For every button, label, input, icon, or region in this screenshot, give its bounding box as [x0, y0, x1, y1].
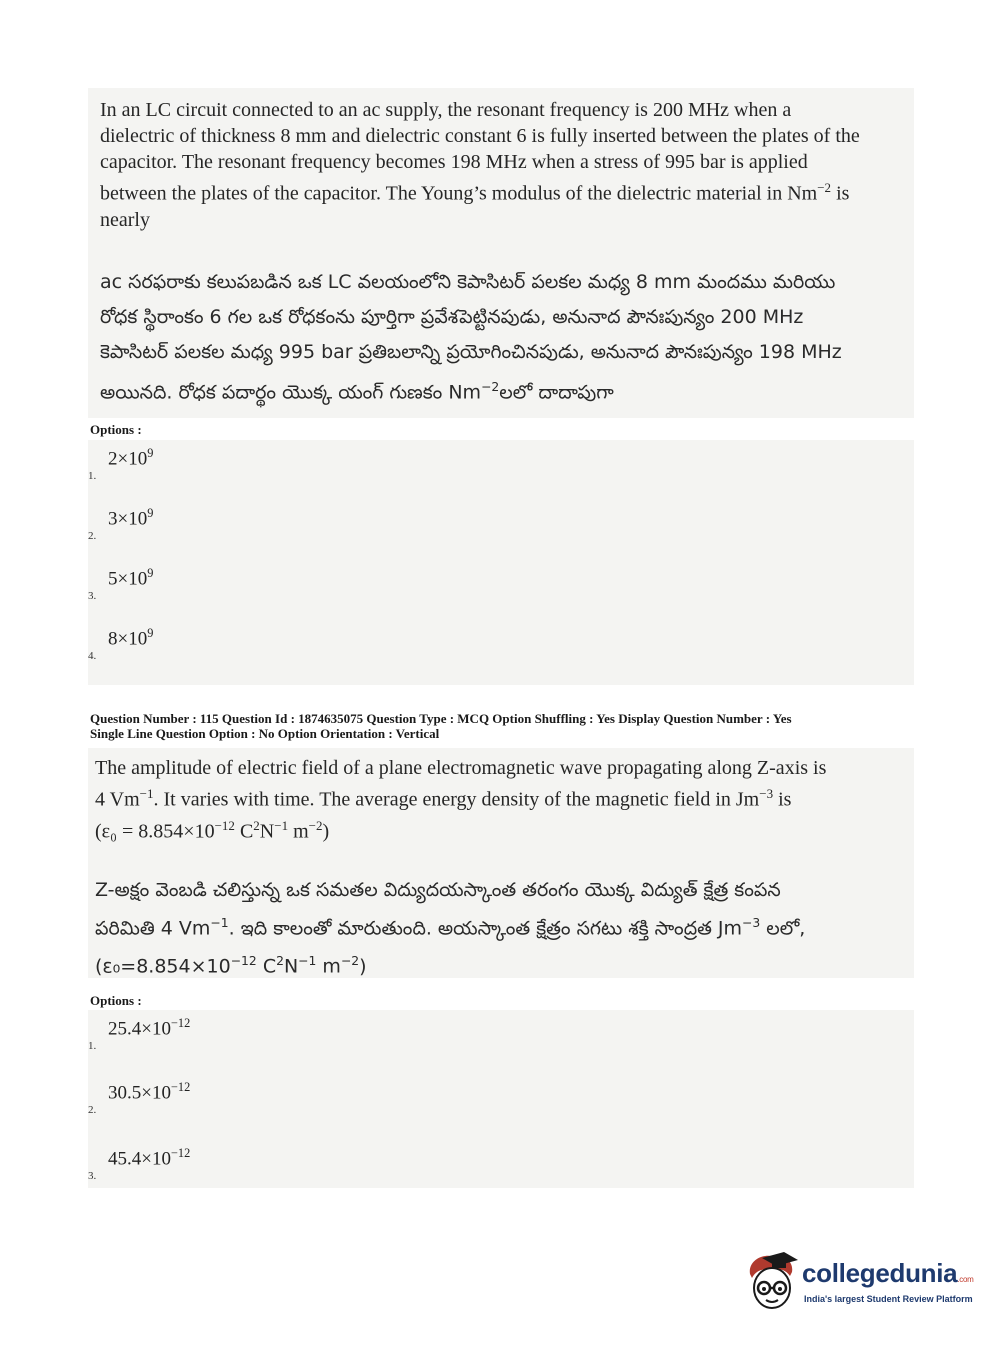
unit-exponent: −2 [481, 380, 500, 394]
question-meta-line-2: Single Line Question Option : No Option Orientation : Vertical [90, 726, 440, 741]
question-115-telugu-line-2: పరిమితి 4 $Vm^{-1}$. ఇది కాలంతో మారుతుంది. అయస్కాంత క్షేత్రం సగటు శక్తి సాంద్రత $Jm^{-3}$ లలో, [95, 916, 806, 940]
option-number: 2. [88, 1104, 97, 1116]
option-1[interactable] [88, 1016, 388, 1056]
option-number: 3. [88, 1170, 97, 1182]
question-115-telugu-line-1: Z-అక్షం వెంబడి చలిస్తున్న ఒక సమతల విద్యుదయస్కాంత తరంగం యొక్క విద్యుత్ క్షేత్ర కంపన [95, 879, 781, 901]
logo-tagline: India's largest Student Review Platform [804, 1294, 973, 1304]
question-115-english-line-3: ($\varepsilon_0 = 8.854\times 10^{-12}$ $C^2N^{-1}$ $m^{-2}$) [95, 817, 330, 843]
option-number: 4. [88, 650, 97, 662]
option-number: 1. [88, 470, 97, 482]
option-value: $2\times 10^9$ [108, 446, 154, 470]
question-115-telugu-text [95, 874, 895, 984]
options-label: Options : [90, 993, 142, 1008]
option-4[interactable] [88, 626, 388, 666]
option-value: $25.4\times 10^{-12}$ [108, 1016, 191, 1040]
option-1[interactable] [88, 446, 388, 486]
logo-wordmark: collegedunia.com [802, 1258, 974, 1288]
option-number: 3. [88, 590, 97, 602]
option-2[interactable] [88, 506, 388, 546]
option-3[interactable] [88, 1146, 388, 1186]
question-114-english-text [100, 97, 870, 233]
option-number: 1. [88, 1040, 97, 1052]
question-115-english-line-2: 4 $Vm^{-1}$. It varies with time. The average energy density of the magnetic field in $Jm^{-3}$ is [95, 786, 792, 811]
question-114-telugu-tail: లలో దాదాపుగా [499, 381, 614, 404]
question-114-english-body: In an LC circuit connected to an ac supply, the resonant frequency is 200 MHz when a dielectric of thickness 8 mm and dielectric constant 6 is fully inserted between the plates of the capacitor. The resonant frequency becomes 198 MHz when a stress of 995 bar is applied between the plates of the capacitor. The Young’s modulus of the dielectric material in Nm [100, 99, 860, 205]
unit-exponent: −2 [817, 180, 832, 195]
question-114-telugu-body: ac సరఫరాకు కలుపబడిన ఒక LC వలయంలోని కెపాసిటర్ పలకల మధ్య 8 mm మందము మరియు రోధక స్థిరాంకం 6 గల ఒక రోధకంను పూర్తిగా ప్రవేశపెట్టినపుడు, అనునాద పౌనఃపున్యం 200 MHz కెపాసిటర్ పలకల మధ్య 995 bar ప్రతిబలాన్ని ప్రయోగించినపుడు, అనునాద పౌనఃపున్యం 198 MHz అయినది. రోధక పదార్థం యొక్క యంగ్ గుణకం Nm [100, 271, 842, 404]
option-value: $3\times 10^9$ [108, 506, 154, 530]
mascot-icon [742, 1252, 802, 1312]
question-115-english-line-1: The amplitude of electric field of a plane electromagnetic wave propagating along Z-axis is [95, 757, 827, 779]
option-3[interactable] [88, 566, 388, 606]
question-meta-line-1: Question Number : 115 Question Id : 1874635075 Question Type : MCQ Option Shuffling : Yes Display Question Number : Yes [90, 711, 792, 726]
option-value: $5\times 10^9$ [108, 566, 154, 590]
logo-suffix: .com [957, 1275, 974, 1284]
question-115-english-text [95, 755, 895, 844]
question-115-meta [90, 711, 950, 741]
question-115-telugu-line-3: ($\varepsilon_0=8.854\times 10^{-12}$ $C^2N^{-1}$ $m^{-2}$) [95, 954, 367, 978]
option-value: $45.4\times 10^{-12}$ [108, 1146, 191, 1170]
options-label: Options : [90, 422, 142, 437]
question-114-telugu-text [100, 265, 870, 410]
option-value: $30.5\times 10^{-12}$ [108, 1080, 191, 1104]
option-2[interactable] [88, 1080, 388, 1120]
option-value: $8\times 10^9$ [108, 626, 154, 650]
collegedunia-logo[interactable] [742, 1252, 972, 1312]
option-number: 2. [88, 530, 97, 542]
question-114-english-tail: is nearly [100, 182, 850, 231]
